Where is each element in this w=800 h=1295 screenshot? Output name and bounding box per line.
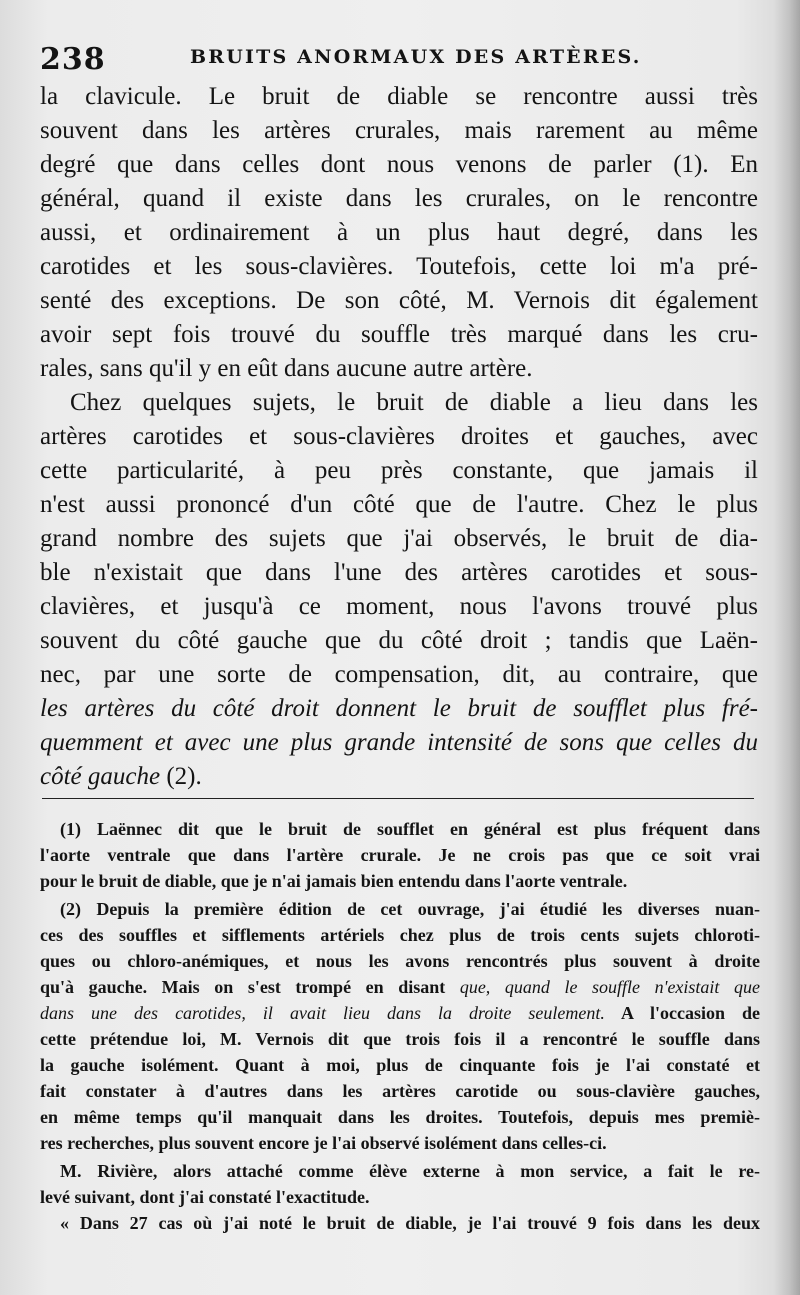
text-line: ble n'existait que dans l'une des artères carotides et sous- xyxy=(40,559,758,586)
footnotes xyxy=(40,816,760,1236)
text-line: avoir sept fois trouvé du souffle très marqué dans les cru- xyxy=(40,321,758,348)
text-line: aussi, et ordinairement à un plus haut degré, dans les xyxy=(40,219,758,246)
quoted-text-line: les artères du côté droit donnent le bruit de soufflet plus fré- xyxy=(40,695,758,722)
footnote-2-text: A l'occasion de xyxy=(620,1003,760,1023)
footnote-3-line: « Dans 27 cas où j'ai noté le bruit de diable, je l'ai trouvé 9 fois dans les deux xyxy=(60,1213,760,1233)
footnote-2-line: ques ou chloro-anémiques, et nous les avons rencontrés plus souvent à droite xyxy=(40,951,760,971)
text-line: carotides et les sous-clavières. Toutefois, cette loi m'a pré- xyxy=(40,253,758,280)
text-line: n'est aussi prononcé d'un côté que de l'autre. Chez le plus xyxy=(40,491,758,518)
text-line: nec, par une sorte de compensation, dit, au contraire, que xyxy=(40,661,758,688)
footnote-3-line: M. Rivière, alors attaché comme élève externe à mon service, a fait le re- xyxy=(60,1161,760,1181)
footnote-2-line xyxy=(40,1000,760,1026)
footnote-2-italic: dans une des carotides, il avait lieu dans la droite seulement. xyxy=(40,1003,605,1023)
footnote-2-line xyxy=(40,974,760,1000)
footnote-2-line: fait constater à d'autres dans les artères carotide ou sous-clavière gauches, xyxy=(40,1081,760,1101)
footnote-1-line: (1) Laënnec dit que le bruit de soufflet en général est plus fréquent dans xyxy=(60,819,760,839)
footnote-2-line: (2) Depuis la première édition de cet ouvrage, j'ai étudié les diverses nuan- xyxy=(60,899,760,919)
text-line: artères carotides et sous-clavières droites et gauches, avec xyxy=(40,423,758,450)
text-line: grand nombre des sujets que j'ai observés, le bruit de dia- xyxy=(40,525,758,552)
text-line: souvent du côté gauche que du côté droit ; tandis que Laën- xyxy=(40,627,758,654)
text-line: degré que dans celles dont nous venons de parler (1). En xyxy=(40,151,758,178)
footnote-2-italic: que, quand le souffle n'existait que xyxy=(459,977,760,997)
page-number: 238 xyxy=(40,42,106,77)
quoted-text-line: quemment et avec une plus grande intensité de sons que celles du xyxy=(40,729,758,756)
footnote-2-line: ces des souffles et sifflements artériels chez plus de trois cents sujets chloroti- xyxy=(40,925,760,945)
footnote-2-line: la gauche isolément. Quant à moi, plus de cinquante fois je l'ai constaté et xyxy=(40,1055,760,1075)
paragraph-start-line: Chez quelques sujets, le bruit de diable a lieu dans les xyxy=(70,389,758,416)
running-title: BRUITS ANORMAUX DES ARTÈRES. xyxy=(190,46,642,68)
text-line-final xyxy=(40,760,758,794)
text-line: souvent dans les artères crurales, mais rarement au même xyxy=(40,117,758,144)
text-line: général, quand il existe dans les crurales, on le rencontre xyxy=(40,185,758,212)
page-header xyxy=(40,42,760,78)
footnote-2-line: res recherches, plus souvent encore je l'ai observé isolément dans celles-ci. xyxy=(40,1133,607,1153)
footnote-3-line: levé suivant, dont j'ai constaté l'exactitude. xyxy=(40,1187,370,1207)
text-line: senté des exceptions. De son côté, M. Vernois dit également xyxy=(40,287,758,314)
text-line: rales, sans qu'il y en eût dans aucune autre artère. xyxy=(40,355,533,382)
text-line: clavières, et jusqu'à ce moment, nous l'avons trouvé plus xyxy=(40,593,758,620)
quoted-text-end: côté gauche xyxy=(40,763,161,790)
footnote-ref: (2). xyxy=(166,763,202,790)
footnote-1-line: l'aorte ventrale que dans l'artère crurale. Je ne crois pas que ce soit vrai xyxy=(40,845,760,865)
text-line: la clavicule. Le bruit de diable se rencontre aussi très xyxy=(40,83,758,110)
footnote-2-text: qu'à gauche. Mais on s'est trompé en disant xyxy=(40,977,446,997)
text-line: cette particularité, à peu près constante, que jamais il xyxy=(40,457,758,484)
footnote-divider xyxy=(42,798,754,799)
footnote-2-line: en même temps qu'il manquait dans les droites. Toutefois, depuis mes premiè- xyxy=(40,1107,760,1127)
footnote-2-line: cette prétendue loi, M. Vernois dit que trois fois il a rencontré le souffle dans xyxy=(40,1029,760,1049)
page-edge-shadow xyxy=(774,0,800,1295)
footnote-1-line: pour le bruit de diable, que je n'ai jamais bien entendu dans l'aorte ventrale. xyxy=(40,871,628,891)
main-text xyxy=(40,80,758,794)
